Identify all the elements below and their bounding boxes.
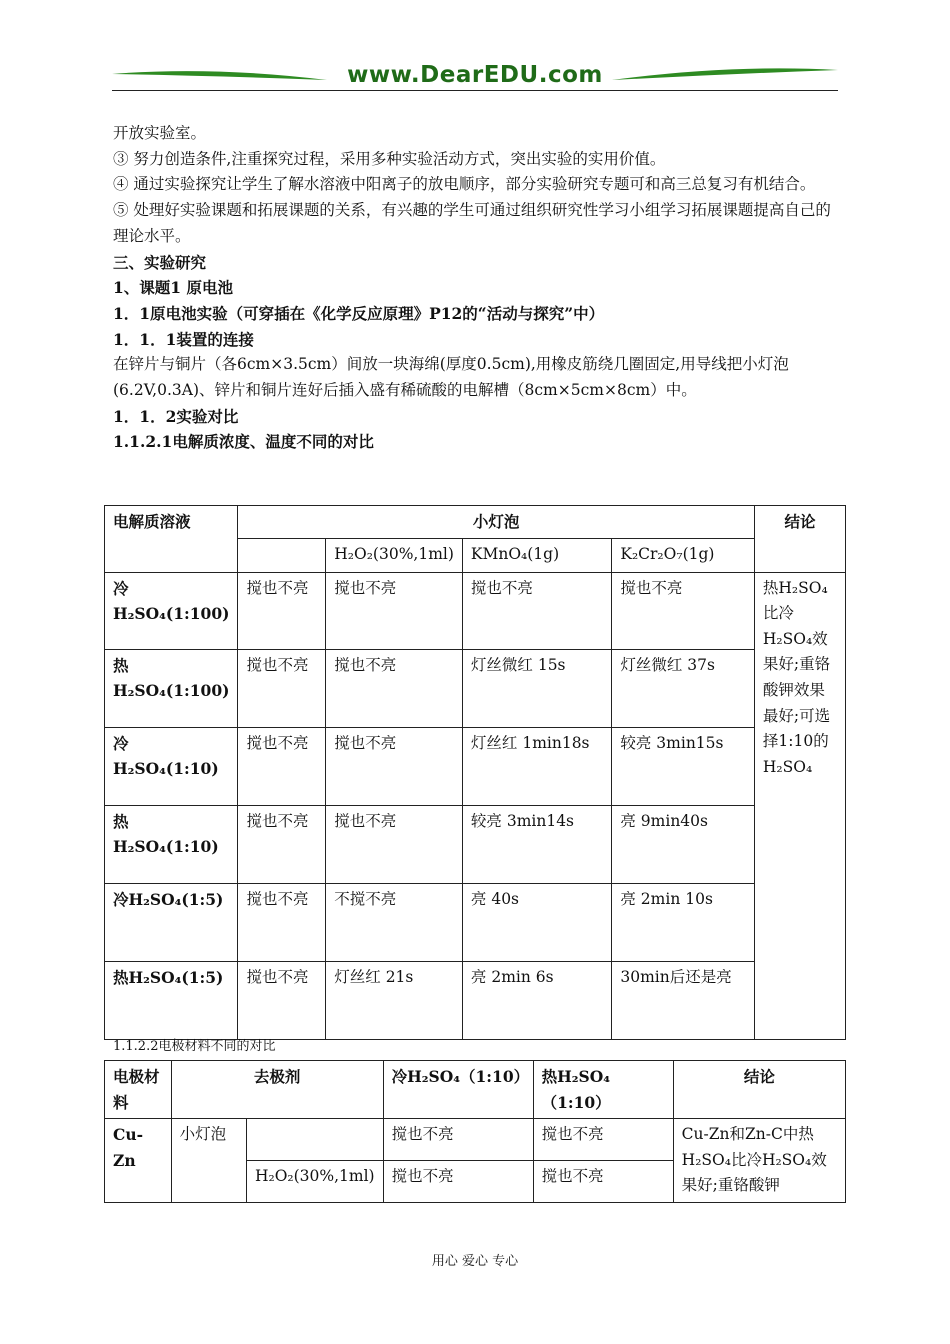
header-electrolyte: 电解质溶液 [105,506,238,573]
section-heading: 三、实验研究 [113,252,207,272]
table-cell: 亮 9min40s [612,805,755,883]
row-label: 冷H₂SO₄(1:5) [105,883,238,961]
paragraph: ④ 通过实验探究让学生了解水溶液中阳离子的放电顺序，部分实验研究专题可和高三总复习有机结合。 [113,175,816,194]
table-cell: 搅也不亮 [238,805,326,883]
table-cell: 较亮 3min15s [612,727,755,805]
header-k2cr2o7: K₂Cr₂O₇(1g) [612,538,755,572]
table-cell: 灯丝微红 15s [462,649,611,727]
table-cell: 搅也不亮 [326,649,463,727]
comparison-table-1 [104,505,846,1040]
conclusion-cell: Cu-Zn和Zn-C中热H₂SO₄比冷H₂SO₄效果好;重铬酸钾 [673,1119,845,1203]
table-cell: 亮 2min 6s [462,961,611,1039]
header-h2o2: H₂O₂(30%,1ml) [326,538,463,572]
header-rule [112,90,838,91]
table-row [105,1119,846,1161]
table-cell: 小灯泡 [171,1119,246,1203]
row-label: 热H₂SO₄(1:100) [105,649,238,727]
table-row [105,805,846,883]
table-cell: 搅也不亮 [326,805,463,883]
paragraph: 开放实验室。 [113,124,207,142]
site-logo: www.DearEDU.com [347,62,603,88]
table-cell: 搅也不亮 [383,1161,533,1203]
table-cell: 搅也不亮 [533,1161,673,1203]
table-cell: 搅也不亮 [238,961,326,1039]
table-cell: 灯丝微红 37s [612,649,755,727]
header-conclusion: 结论 [673,1061,845,1119]
row-label: 热H₂SO₄(1:5) [105,961,238,1039]
row-label: 冷H₂SO₄(1:10) [105,727,238,805]
paragraph: ⑤ 处理好实验课题和拓展课题的关系，有兴趣的学生可通过组织研究性学习小组学习拓展课题提高自己的理论水平。 [113,201,831,245]
table-row [105,649,846,727]
table-row [105,961,846,1039]
header-cold: 冷H₂SO₄（1:10） [383,1061,533,1119]
table-cell: 搅也不亮 [462,572,611,649]
header-depolarizer: 去极剂 [171,1061,383,1119]
header-kmno4: KMnO₄(1g) [462,538,611,572]
table-row [105,883,846,961]
table-cell: 搅也不亮 [238,883,326,961]
subsection-heading: 1．1原电池实验（可穿插在《化学反应原理》P12的“活动与探究”中） [113,303,605,323]
subsection-heading: 1.1.2.1电解质浓度、温度不同的对比 [113,432,374,452]
table-cell [246,1119,383,1161]
header-hot: 热H₂SO₄（1:10） [533,1061,673,1119]
page-footer: 用心 爱心 专心 [431,1254,519,1269]
table-cell: 较亮 3min14s [462,805,611,883]
row-label: Cu-Zn [105,1119,172,1203]
topic-heading: 1、课题1 原电池 [113,278,233,298]
header-bulb: 小灯泡 [238,506,754,539]
subsection-heading: 1．1．2实验对比 [113,406,239,426]
comparison-table-2 [104,1060,846,1203]
page-header [112,62,838,94]
body-text [113,121,841,455]
header-conclusion: 结论 [754,506,845,573]
table-cell: 不搅不亮 [326,883,463,961]
table-cell: 搅也不亮 [238,727,326,805]
row-label: 冷H₂SO₄(1:100) [105,572,238,649]
subsection-heading: 1．1．1装置的连接 [113,329,254,349]
header-material: 电极材料 [105,1061,172,1119]
table-caption: 1.1.2.2电极材料不同的对比 [113,1039,276,1054]
table-cell: 搅也不亮 [383,1119,533,1161]
table-cell: 灯丝红 1min18s [462,727,611,805]
paragraph: ③ 努力创造条件,注重探究过程，采用多种实验活动方式，突出实验的实用价值。 [113,149,666,168]
conclusion-cell: 热H₂SO₄比冷H₂SO₄效果好;重铬酸钾效果最好;可选择1:10的H₂SO₄ [754,572,845,1039]
table-cell: 亮 2min 10s [612,883,755,961]
table-row [105,727,846,805]
table-cell: 30min后还是亮 [612,961,755,1039]
table-cell: 搅也不亮 [612,572,755,649]
table-cell: 搅也不亮 [326,572,463,649]
table-cell: 搅也不亮 [326,727,463,805]
device-description: 在锌片与铜片（各6cm×3.5cm）间放一块海绵(厚度0.5cm),用橡皮筋绕几圈固定,用导线把小灯泡(6.2V,0.3A)、锌片和铜片连好后插入盛有稀硫酸的电解槽（8cm×5cm×8cm）中。 [113,355,789,400]
table-cell: 亮 40s [462,883,611,961]
row-label: 热H₂SO₄(1:10) [105,805,238,883]
table-cell: 灯丝红 21s [326,961,463,1039]
table-cell: 搅也不亮 [533,1119,673,1161]
table-row [105,572,846,649]
table-cell: H₂O₂(30%,1ml) [246,1161,383,1203]
table-cell: 搅也不亮 [238,572,326,649]
table-cell: 搅也不亮 [238,649,326,727]
header-empty [238,538,326,572]
